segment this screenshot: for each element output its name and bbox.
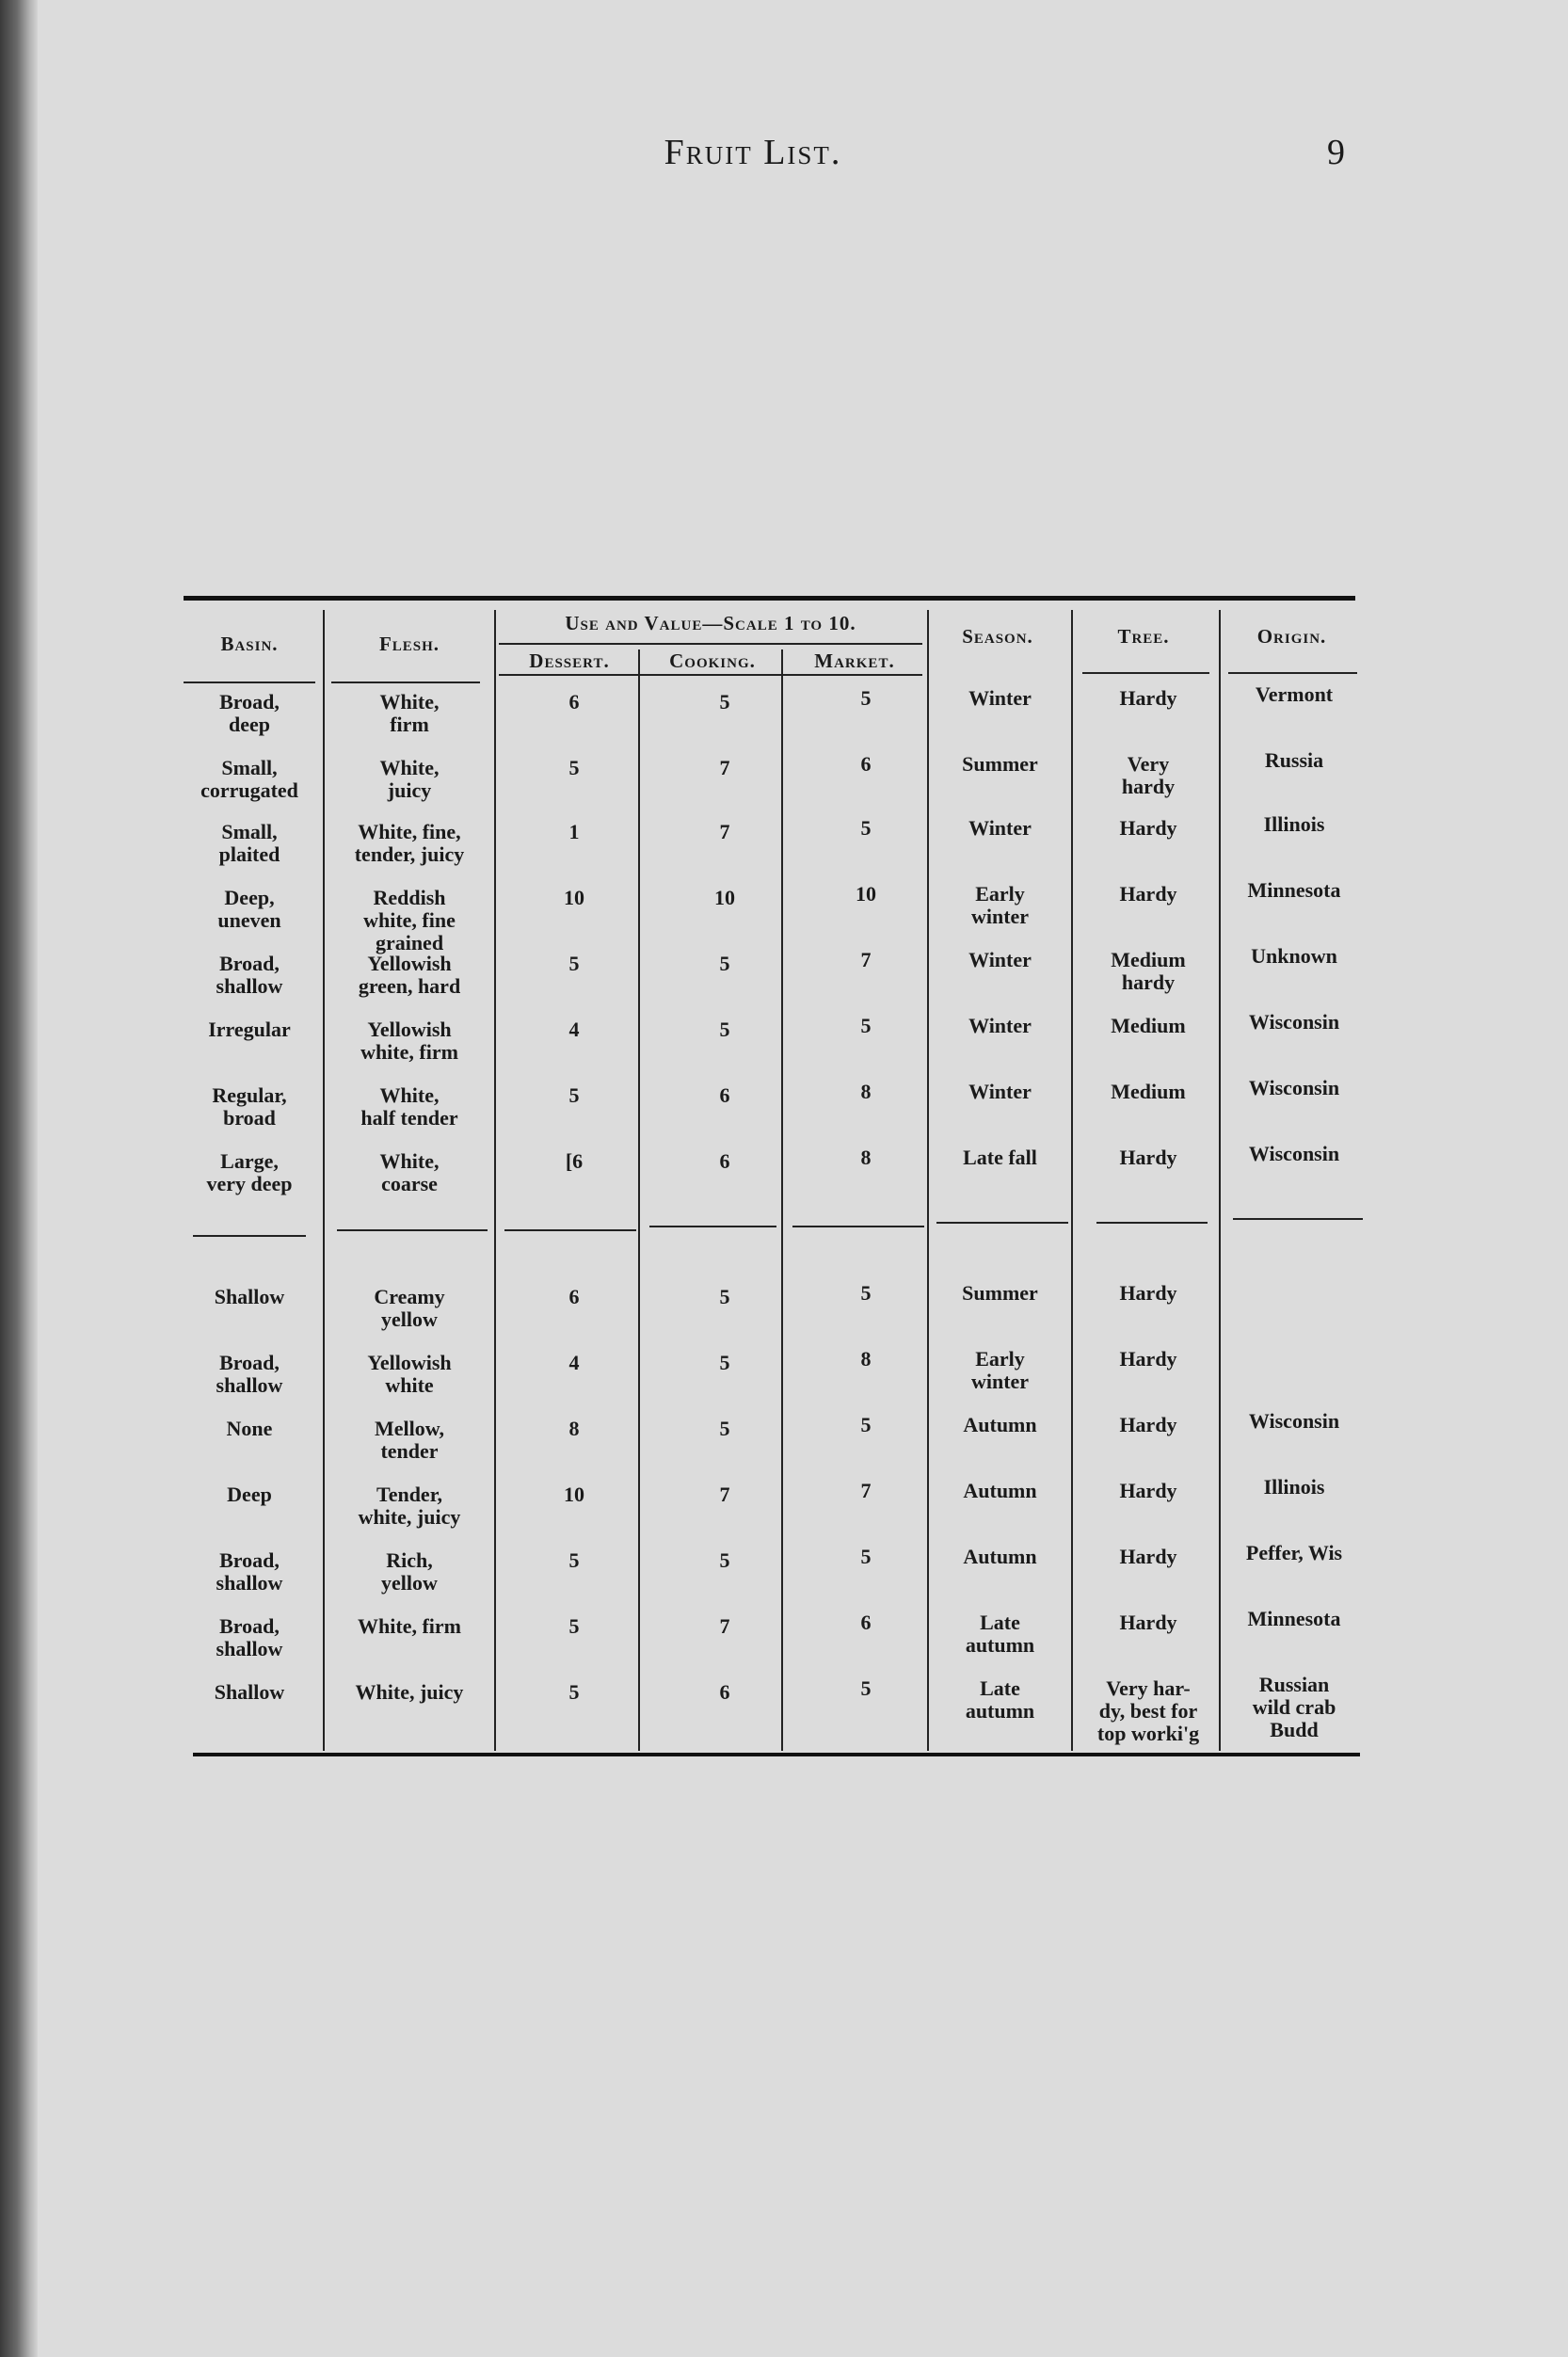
cell-tree: Hardy (1119, 1611, 1177, 1634)
cell-tree: Hardy (1119, 1281, 1177, 1305)
cell-basin: Deep, uneven (217, 886, 281, 932)
cell-market: 5 (860, 816, 872, 840)
table-top-rule (184, 596, 1355, 601)
section-rule-dessert (504, 1229, 636, 1231)
section-rule-season (936, 1222, 1068, 1224)
cell-origin: Russia (1264, 748, 1324, 772)
cell-tree: Very hardy (1121, 752, 1176, 798)
cell-dessert: 6 (568, 690, 580, 714)
cell-flesh: Reddish white, fine grained (363, 886, 456, 954)
cell-basin: Shallow (214, 1285, 285, 1308)
cell-season: Winter (968, 1080, 1032, 1103)
cell-dessert: 10 (564, 1483, 584, 1506)
cell-flesh: Yellowish white, firm (360, 1018, 458, 1064)
cell-origin: Wisconsin (1248, 1409, 1340, 1433)
cell-basin: Deep (227, 1483, 272, 1506)
cell-dessert: 4 (568, 1018, 580, 1041)
cell-market: 8 (860, 1347, 872, 1371)
cell-flesh: White, half tender (360, 1083, 458, 1130)
cell-market: 7 (860, 948, 872, 971)
cell-basin: Small, corrugated (200, 756, 298, 802)
cell-market: 5 (860, 1413, 872, 1436)
cell-dessert: 10 (564, 886, 584, 909)
cell-season: Summer (962, 1281, 1038, 1305)
cell-cooking: 5 (719, 1351, 730, 1374)
cell-cooking: 6 (719, 1149, 730, 1173)
cell-dessert: 8 (568, 1417, 580, 1440)
cell-flesh: Creamy yellow (374, 1285, 445, 1331)
cell-origin: Minnesota (1247, 878, 1341, 902)
cell-market: 10 (856, 882, 876, 906)
cell-cooking: 7 (719, 1483, 730, 1506)
cell-flesh: Yellowish white (367, 1351, 452, 1397)
cell-cooking: 7 (719, 756, 730, 779)
cell-flesh: Yellowish green, hard (358, 952, 461, 998)
cell-tree: Medium (1111, 1014, 1186, 1037)
cell-origin: Wisconsin (1248, 1142, 1340, 1165)
cell-market: 6 (860, 752, 872, 776)
cell-flesh: White, firm (358, 1614, 461, 1638)
cell-origin: Minnesota (1247, 1607, 1341, 1630)
cell-cooking: 5 (719, 952, 730, 975)
cell-cooking: 5 (719, 1018, 730, 1041)
cell-basin: Small, plaited (218, 820, 280, 866)
cell-market: 6 (860, 1611, 872, 1634)
column-rule-2 (494, 610, 496, 1751)
cell-basin: Regular, broad (212, 1083, 287, 1130)
cell-dessert: 4 (568, 1351, 580, 1374)
cell-tree: Very har- dy, best for top worki'g (1096, 1676, 1200, 1745)
cell-basin: None (226, 1417, 273, 1440)
cell-origin: Unknown (1251, 944, 1337, 968)
cell-dessert: 6 (568, 1285, 580, 1308)
cell-season: Late autumn (965, 1676, 1035, 1723)
cell-dessert: 5 (568, 756, 580, 779)
cell-tree: Hardy (1119, 1413, 1177, 1436)
cell-market: 5 (860, 1676, 872, 1700)
cell-dessert: 5 (568, 1083, 580, 1107)
cell-flesh: White, juicy (379, 756, 440, 802)
cell-cooking: 5 (719, 1417, 730, 1440)
header-market: Market. (814, 649, 895, 672)
cell-origin: Illinois (1263, 1475, 1325, 1499)
cell-basin: Broad, shallow (216, 1614, 283, 1660)
header-use-value: Use and Value—Scale 1 to 10. (565, 612, 856, 634)
header-rule-basin (184, 681, 315, 683)
cell-market: 5 (860, 1545, 872, 1568)
cell-market: 7 (860, 1479, 872, 1502)
cell-tree: Hardy (1119, 686, 1177, 710)
cell-market: 5 (860, 1014, 872, 1037)
cell-cooking: 5 (719, 1285, 730, 1308)
header-origin: Origin. (1256, 625, 1327, 648)
cell-dessert: 1 (568, 820, 580, 843)
cell-basin: Broad, shallow (216, 1351, 283, 1397)
book-binding-edge (0, 0, 38, 2357)
section-rule-market (792, 1226, 924, 1227)
cell-market: 5 (860, 1281, 872, 1305)
cell-flesh: White, juicy (355, 1680, 464, 1704)
cell-cooking: 7 (719, 820, 730, 843)
cell-cooking: 7 (719, 1614, 730, 1638)
cell-cooking: 5 (719, 1548, 730, 1572)
header-rule-use-value (499, 643, 922, 645)
section-rule-tree (1096, 1222, 1208, 1224)
cell-season: Early winter (970, 1347, 1030, 1393)
cell-tree: Hardy (1119, 1347, 1177, 1371)
cell-cooking: 6 (719, 1083, 730, 1107)
column-rule-4 (781, 649, 783, 1751)
header-flesh: Flesh. (378, 633, 440, 655)
cell-season: Autumn (963, 1413, 1037, 1436)
cell-tree: Hardy (1119, 1545, 1177, 1568)
cell-basin: Irregular (208, 1018, 291, 1041)
cell-season: Late autumn (965, 1611, 1035, 1657)
cell-basin: Shallow (214, 1680, 285, 1704)
cell-tree: Hardy (1119, 816, 1177, 840)
cell-dessert: 5 (568, 1680, 580, 1704)
cell-flesh: Mellow, tender (375, 1417, 444, 1463)
cell-dessert: 5 (568, 1548, 580, 1572)
cell-flesh: White, coarse (379, 1149, 440, 1195)
column-rule-6 (1071, 610, 1073, 1751)
cell-basin: Large, very deep (206, 1149, 293, 1195)
cell-season: Winter (968, 816, 1032, 840)
cell-market: 8 (860, 1080, 872, 1103)
cell-origin: Illinois (1263, 812, 1325, 836)
section-rule-origin (1233, 1218, 1363, 1220)
cell-season: Winter (968, 686, 1032, 710)
column-rule-3 (638, 649, 640, 1751)
cell-season: Winter (968, 948, 1032, 971)
header-rule-tree (1082, 672, 1209, 674)
section-rule-basin (193, 1235, 306, 1237)
cell-flesh: White, firm (379, 690, 440, 736)
cell-basin: Broad, shallow (216, 952, 283, 998)
cell-dessert: 5 (568, 952, 580, 975)
cell-season: Winter (968, 1014, 1032, 1037)
cell-dessert: 5 (568, 1614, 580, 1638)
cell-origin: Russian wild crab Budd (1252, 1673, 1336, 1741)
cell-tree: Hardy (1119, 1479, 1177, 1502)
cell-market: 8 (860, 1146, 872, 1169)
cell-flesh: Rich, yellow (381, 1548, 438, 1595)
cell-cooking: 5 (719, 690, 730, 714)
cell-tree: Medium hardy (1111, 948, 1186, 994)
cell-basin: Broad, deep (219, 690, 280, 736)
cell-market: 5 (860, 686, 872, 710)
cell-dessert: [6 (565, 1149, 584, 1173)
column-rule-7 (1219, 610, 1221, 1751)
cell-flesh: White, fine, tender, juicy (354, 820, 465, 866)
header-rule-flesh (331, 681, 480, 683)
cell-cooking: 10 (714, 886, 735, 909)
cell-basin: Broad, shallow (216, 1548, 283, 1595)
cell-tree: Hardy (1119, 1146, 1177, 1169)
cell-origin: Peffer, Wis (1245, 1541, 1343, 1564)
table-bottom-rule (193, 1753, 1360, 1756)
header-rule-origin (1228, 672, 1357, 674)
cell-tree: Hardy (1119, 882, 1177, 906)
cell-season: Late fall (963, 1146, 1037, 1169)
section-rule-cooking (649, 1226, 776, 1227)
header-dessert: Dessert. (529, 649, 610, 672)
cell-cooking: 6 (719, 1680, 730, 1704)
section-rule-flesh (337, 1229, 488, 1231)
cell-tree: Medium (1111, 1080, 1186, 1103)
cell-origin: Vermont (1255, 682, 1334, 706)
column-rule-5 (927, 610, 929, 1751)
cell-season: Autumn (963, 1479, 1037, 1502)
header-tree: Tree. (1117, 625, 1170, 648)
header-rule-values (499, 674, 922, 676)
cell-origin: Wisconsin (1248, 1010, 1340, 1034)
header-season: Season. (962, 625, 1033, 648)
cell-origin: Wisconsin (1248, 1076, 1340, 1099)
cell-season: Summer (962, 752, 1038, 776)
page-title: Fruit List. (664, 133, 842, 172)
header-cooking: Cooking. (669, 649, 756, 672)
header-basin: Basin. (220, 633, 279, 655)
page-number: 9 (1327, 133, 1345, 172)
cell-flesh: Tender, white, juicy (358, 1483, 461, 1529)
cell-season: Early winter (970, 882, 1030, 928)
cell-season: Autumn (963, 1545, 1037, 1568)
